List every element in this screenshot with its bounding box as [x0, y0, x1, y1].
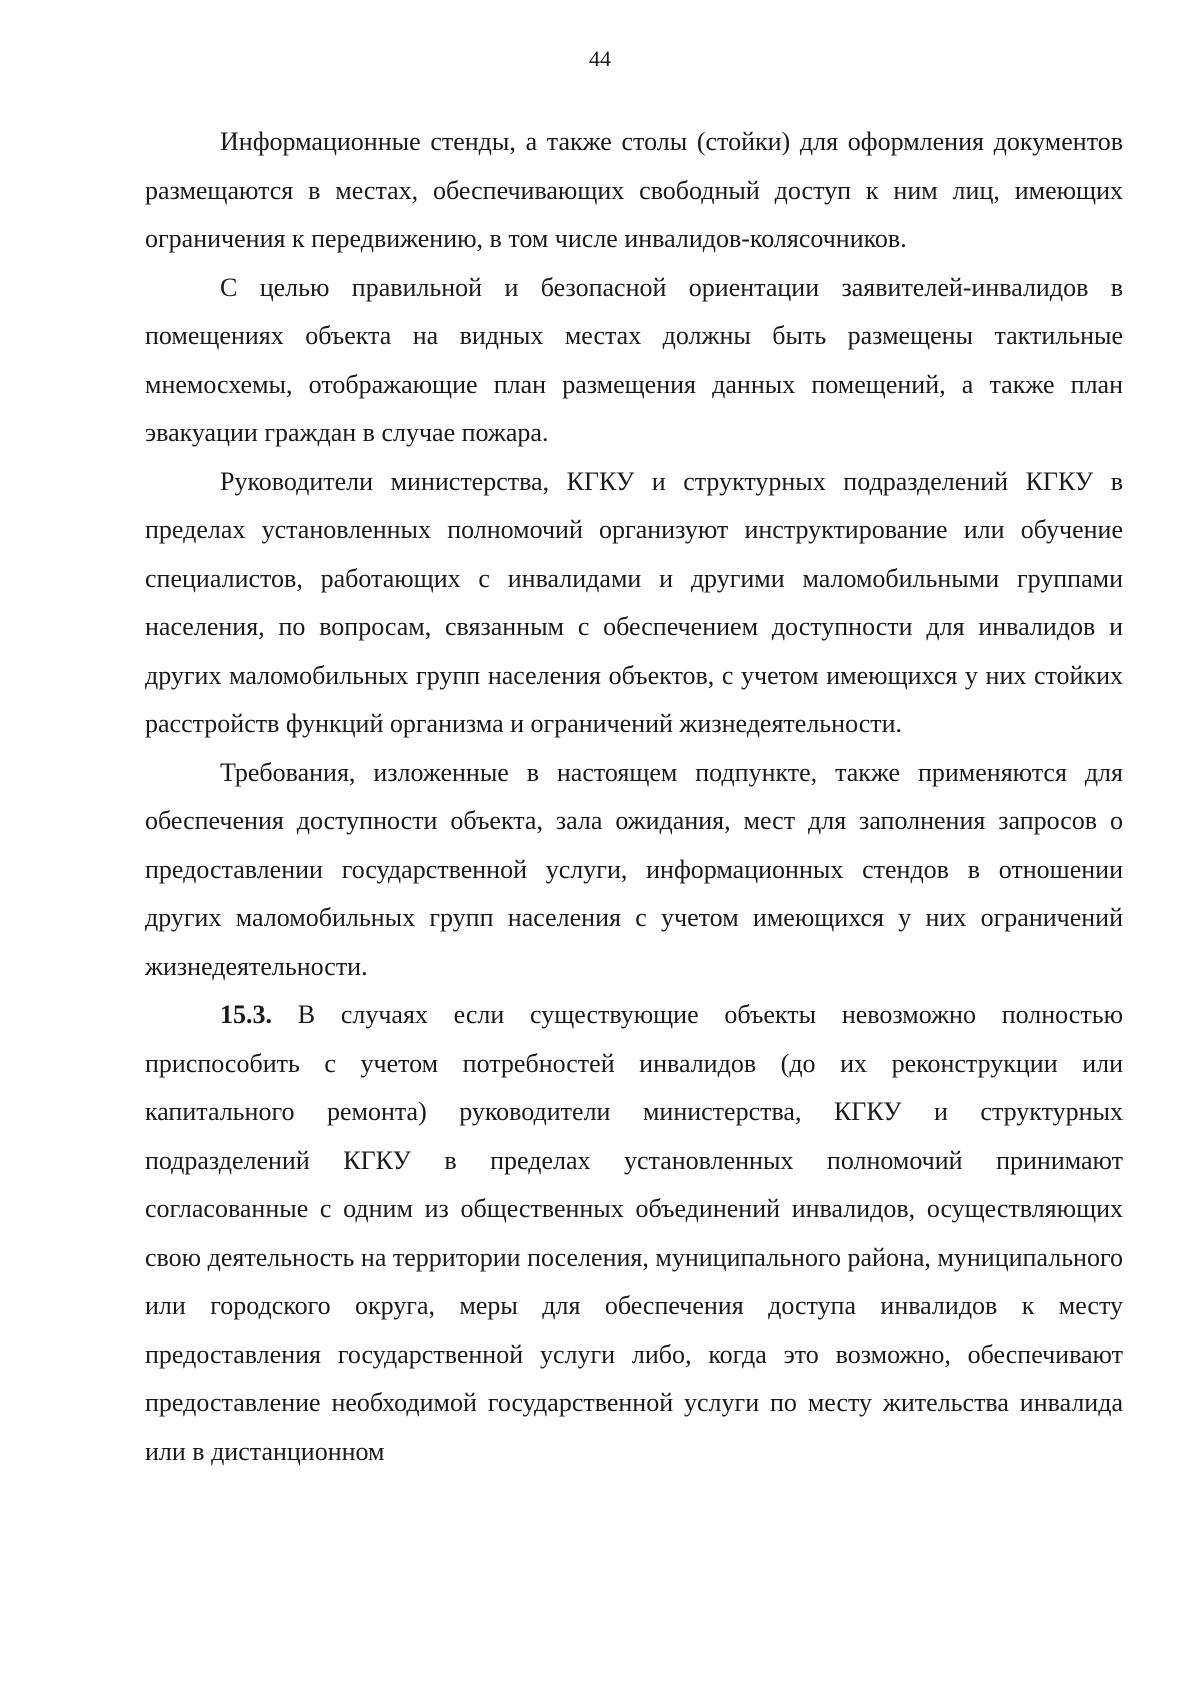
- paragraph-information-stands: Информационные стенды, а также столы (стойки) для оформления документов размещаются в местах, обеспечивающих свободный доступ к ним лиц, имеющих ограничения к передвижению, в том числе инвалидов-колясочников.: [145, 127, 1123, 253]
- section-15-3-text: В случаях если существующие объекты невозможно полностью приспособить с учетом потребностей инвалидов (до их реконструкции или капитального ремонта) руководители министерства, КГКУ и структурных подразделений КГКУ в пределах установленных полномочий принимают согласованные с одним из общественных объединений инвалидов, осуществляющих свою деятельность на территории поселения, муниципального района, муниципального или городского округа, меры для обеспечения доступа инвалидов к месту предоставления государственной услуги либо, когда это возможно, обеспечивают предоставление необходимой государственной услуги по месту жительства инвалида или в дистанционном: [145, 1000, 1123, 1466]
- paragraph-staff-training: Руководители министерства, КГКУ и структурных подразделений КГКУ в пределах установленных полномочий организуют инструктирование или обучение специалистов, работающих с инвалидами и другими маломобильными группами населения, по вопросам, связанным с обеспечением доступности для инвалидов и других маломобильных групп населения объектов, с учетом имеющихся у них стойких расстройств функций организма и ограничений жизнедеятельности.: [145, 466, 1123, 738]
- paragraph-requirements-application: Требования, изложенные в настоящем подпункте, также применяются для обеспечения доступности объекта, зала ожидания, мест для заполнения запросов о предоставлении государственной услуги, информационных стендов в отношении других маломобильных групп населения с учетом имеющихся у них ограничений жизнедеятельности.: [145, 757, 1123, 981]
- paragraph-orientation-schemes: С целью правильной и безопасной ориентации заявителей-инвалидов в помещениях объекта на видных местах должны быть размещены тактильные мнемосхемы, отображающие план размещения данных помещений, а также план эвакуации граждан в случае пожара.: [145, 272, 1123, 447]
- paragraph-section-15-3: [145, 991, 1123, 1476]
- document-body: [145, 118, 1123, 1476]
- page-number: 44: [589, 46, 611, 71]
- section-number: 15.3.: [220, 1000, 272, 1029]
